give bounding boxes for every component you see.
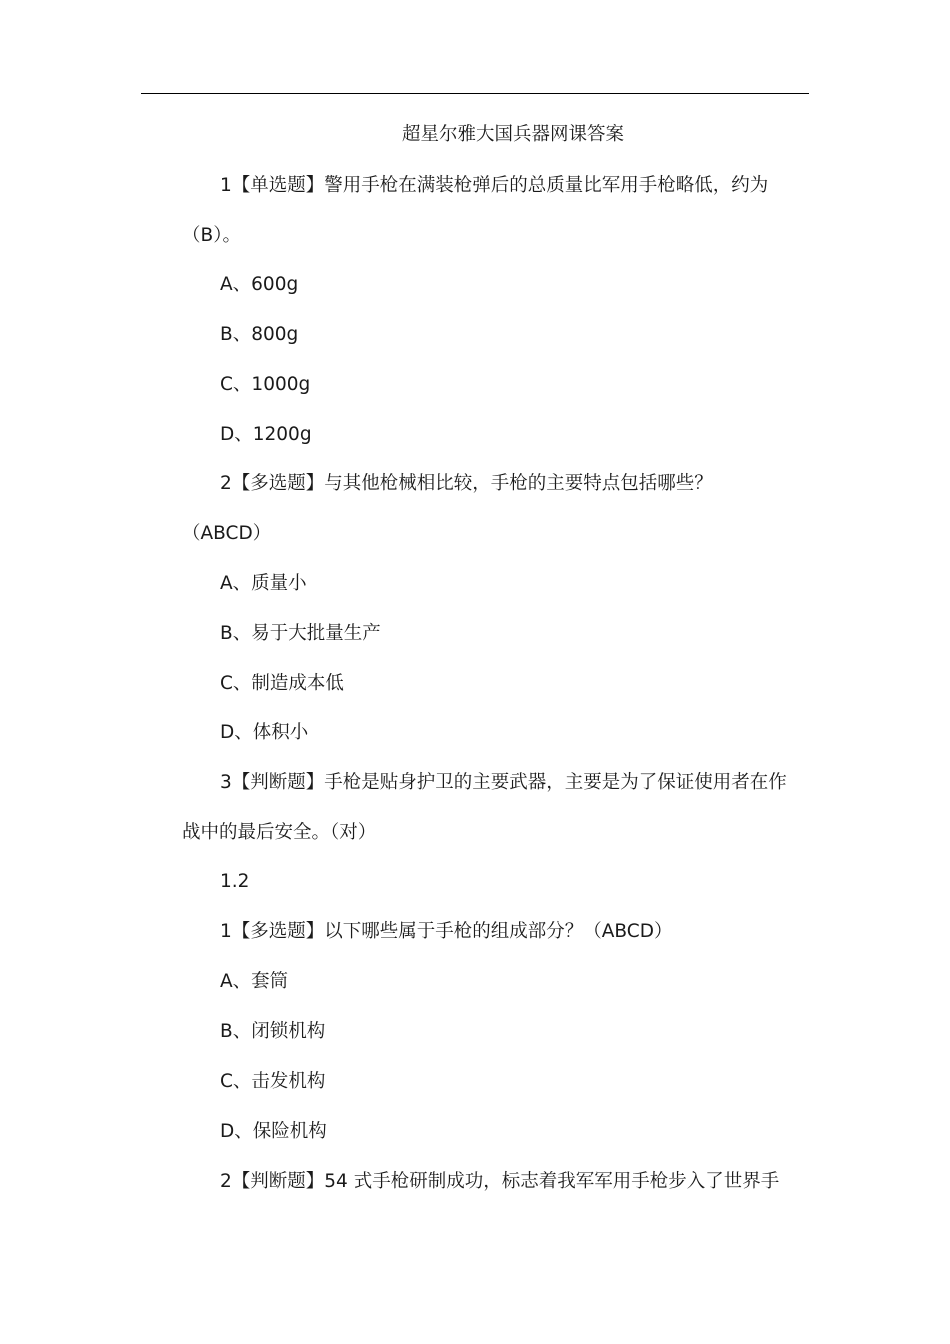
option-c: C、制造成本低 [220, 673, 344, 694]
section-heading: 1.2 [220, 871, 250, 892]
header-rule [141, 93, 809, 94]
option-c: C、1000g [220, 374, 311, 395]
option-d: D、体积小 [220, 722, 309, 743]
question-text: 2【判断题】54 式手枪研制成功，标志着我军军用手枪步入了世界手 [220, 1171, 780, 1192]
question-text: 3【判断题】手枪是贴身护卫的主要武器，主要是为了保证使用者在作 [220, 772, 787, 793]
option-c: C、击发机构 [220, 1071, 326, 1092]
question-answer: 战中的最后安全。（对） [182, 822, 377, 843]
question-answer: （B）。 [182, 225, 241, 246]
option-a: A、质量小 [220, 573, 307, 594]
question-text: 1【多选题】以下哪些属于手枪的组成部分？（ABCD） [220, 921, 673, 942]
option-a: A、套筒 [220, 971, 289, 992]
option-b: B、800g [220, 324, 299, 345]
option-d: D、保险机构 [220, 1121, 327, 1142]
option-d: D、1200g [220, 424, 312, 445]
option-b: B、闭锁机构 [220, 1021, 326, 1042]
question-answer: （ABCD） [182, 523, 272, 544]
page-title: 超星尔雅大国兵器网课答案 [401, 124, 624, 145]
option-b: B、易于大批量生产 [220, 623, 381, 644]
option-a: A、600g [220, 274, 299, 295]
question-text: 1【单选题】警用手枪在满装枪弹后的总质量比军用手枪略低，约为 [220, 175, 769, 196]
question-text: 2【多选题】与其他枪械相比较，手枪的主要特点包括哪些？ [220, 473, 713, 494]
